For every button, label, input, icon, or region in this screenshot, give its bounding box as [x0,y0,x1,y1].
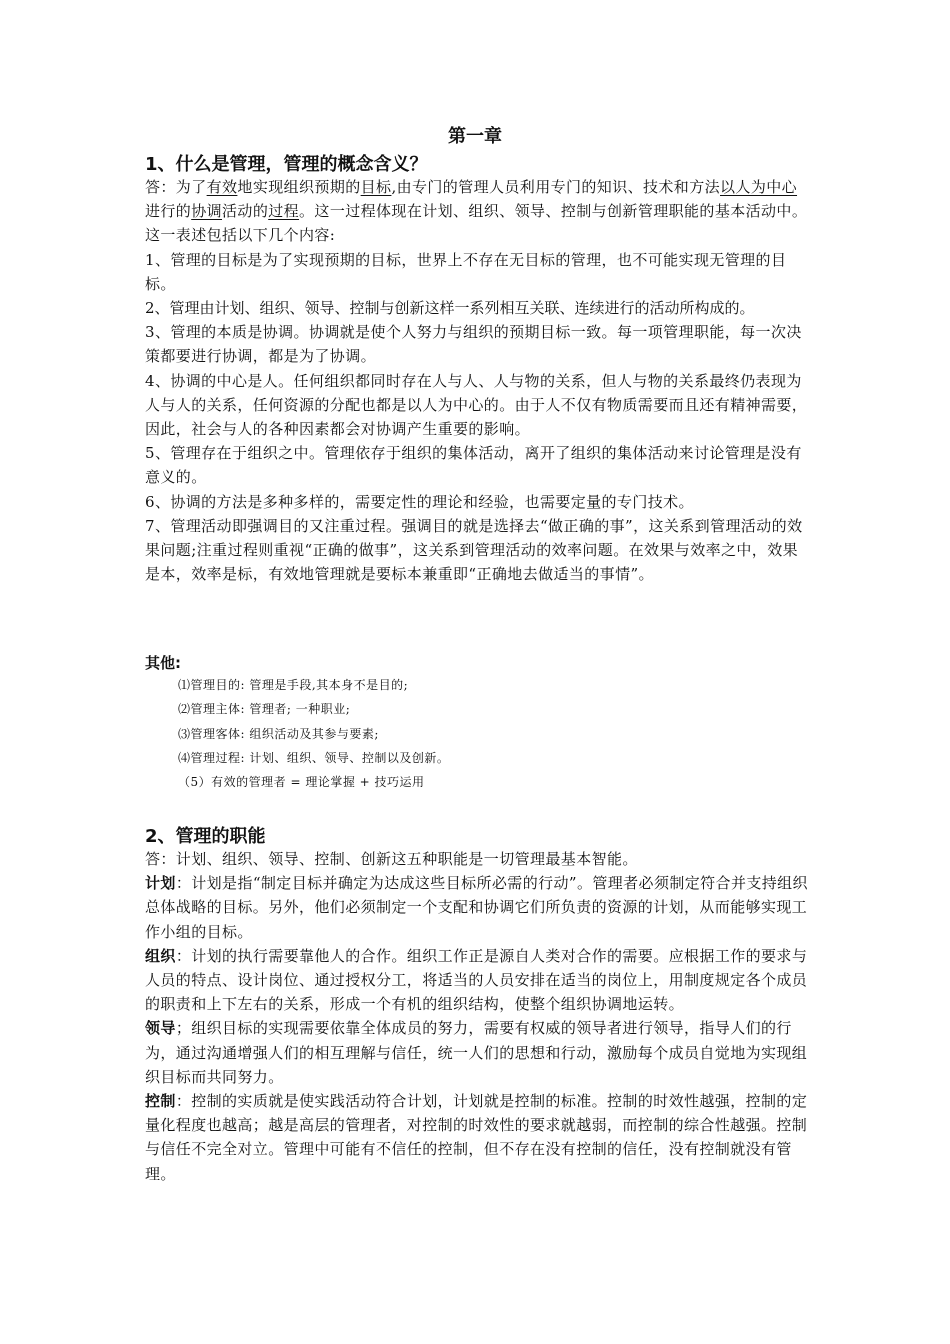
function-lead: 领导；组织目标的实现需要依靠全体成员的努力，需要有权威的领导者进行领导，指导人们的行为，通过沟通增强人们的相互理解与信任，统一人们的思想和行动，激励每个成员自觉地为实现组织目标而共同努力。 [145,1019,808,1086]
question-2-heading: 2、管理的职能 [145,826,266,847]
function-organize: 组织：计划的执行需要靠他人的合作。组织工作正是源自人类对合作的需要。应根据工作的要求与人员的特点、设计岗位、通过授权分工，将适当的人员安排在适当的岗位上，用制度规定各个成员的职责和上下左右的关系，形成一个有机的组织结构，使整个组织协调地运转。 [145,946,808,1014]
point-6: 6、协调的方法是多种多样的，需要定性的理论和经验，也需要定量的专门技术。 [145,492,694,511]
question-2-body [145,847,810,1186]
point-7: 7、管理活动即强调目的又注重过程。强调目的就是选择去“做正确的事”，这关系到管理活动的效果问题;注重过程则重视“正确的做事”，这关系到管理活动的效率问题。在效果与效率之中，效果是本，效率是标，有效地管理就是要标本兼重即“正确地去做适当的事情”。 [145,516,803,584]
question-1-heading: 1、什么是管理，管理的概念含义？ [145,154,428,175]
point-3: 3、管理的本质是协调。协调就是使个人努力与组织的预期目标一致。每一项管理职能，每一次决策都要进行协调，都是为了协调。 [145,323,802,366]
others-item: ⑷管理过程: 计划、组织、领导、控制以及创新。 [178,750,450,765]
function-plan: 计划：计划是指“制定目标并确定为达成这些目标所必需的行动”。管理者必须制定符合并支持组织总体战略的目标。另外，他们必须制定一个支配和协调它们所负责的资源的计划，从而能够实现工作小组的目标。 [145,874,808,941]
question-1-body [145,175,810,586]
chapter-title: 第一章 [448,126,502,147]
others-item: ⑴管理目的: 管理是手段,其本身不是目的; [178,678,409,692]
point-4: 4、协调的中心是人。任何组织都同时存在人与人、人与物的关系，但人与物的关系最终仍表现为人与人的关系，任何资源的分配也都是以人为中心的。由于人不仅有物质需要而且还有精神需要，因此，社会与人的各种因素都会对协调产生重要的影响。 [145,371,808,439]
others-list [178,673,738,794]
function-control: 控制：控制的实质就是使实践活动符合计划，计划就是控制的标准。控制的时效性越强，控制的定量化程度也越高；越是高层的管理者，对控制的时效性的要求就越弱，而控制的综合性越强。控制与信任不完全对立。管理中可能有不信任的控制，但不存在没有控制的信任，没有控制就没有管理。 [145,1092,808,1183]
point-5: 5、管理存在于组织之中。管理依存于组织的集体活动，离开了组织的集体活动来讨论管理是没有意义的。 [145,444,802,487]
question-1-answer: 答：为了有效地实现组织预期的目标,由专门的管理人员利用专门的知识、技术和方法以人为中心进行的协调活动的过程。这一过程体现在计划、组织、领导、控制与创新管理职能的基本活动中。 [145,178,808,221]
point-2: 2、管理由计划、组织、领导、控制与创新这样一系列相互关联、连续进行的活动所构成的。 [145,299,755,318]
others-item: ⑵管理主体: 管理者; 一种职业; [178,702,351,717]
question-1-intro: 这一表述包括以下几个内容: [145,226,336,245]
others-item: （5）有效的管理者 = 理论掌握 + 技巧运用 [178,775,425,790]
others-item: ⑶管理客体: 组织活动及其参与要素; [178,726,379,741]
question-2-answer: 答：计划、组织、领导、控制、创新这五种职能是一切管理最基本智能。 [145,850,638,868]
others-label: 其他: [145,654,181,672]
point-1: 1、管理的目标是为了实现预期的目标，世界上不存在无目标的管理，也不可能实现无管理的目标。 [145,250,787,293]
